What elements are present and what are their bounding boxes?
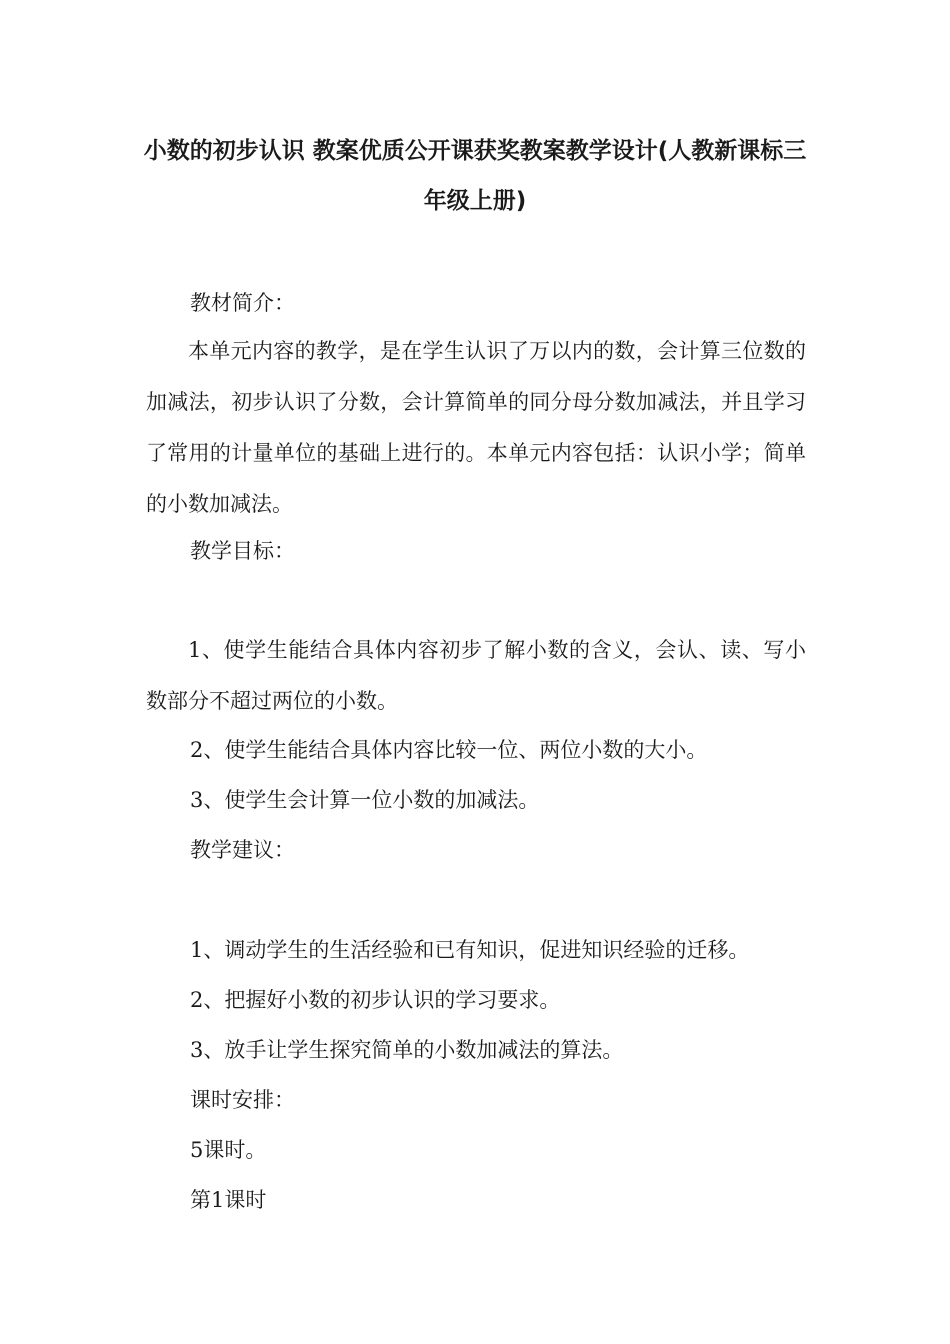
intro-paragraph: 本单元内容的教学，是在学生认识了万以内的数，会计算三位数的加减法，初步认识了分数，会计算简单的同分母分数加减法，并且学习了常用的计量单位的基础上进行的。本单元内容包括：认识小学；简单的小数加减法。 [146, 339, 806, 516]
document-title-line-2: 年级上册) [423, 188, 527, 214]
document-title-line-1: 小数的初步认识 教案优质公开课获奖教案教学设计(人教新课标三 [143, 138, 807, 164]
intro-heading: 教材简介： [190, 291, 295, 315]
advice-item-3: 3、放手让学生探究简单的小数加减法的算法。 [190, 1038, 624, 1062]
advice-item-1: 1、调动学生的生活经验和已有知识，促进知识经验的迁移。 [190, 938, 750, 962]
schedule-value: 5课时。 [190, 1138, 267, 1162]
goal-item-3: 3、使学生会计算一位小数的加减法。 [190, 788, 540, 812]
schedule-heading: 课时安排： [190, 1088, 295, 1112]
advice-heading: 教学建议： [190, 838, 295, 862]
advice-item-2: 2、把握好小数的初步认识的学习要求。 [190, 988, 561, 1012]
goal-item-2: 2、使学生能结合具体内容比较一位、两位小数的大小。 [190, 738, 708, 762]
goal-item-1: 1、使学生能结合具体内容初步了解小数的含义，会认、读、写小数部分不超过两位的小数。 [146, 638, 806, 713]
lesson-1-heading: 第1课时 [190, 1188, 267, 1212]
goals-heading: 教学目标： [190, 539, 295, 563]
